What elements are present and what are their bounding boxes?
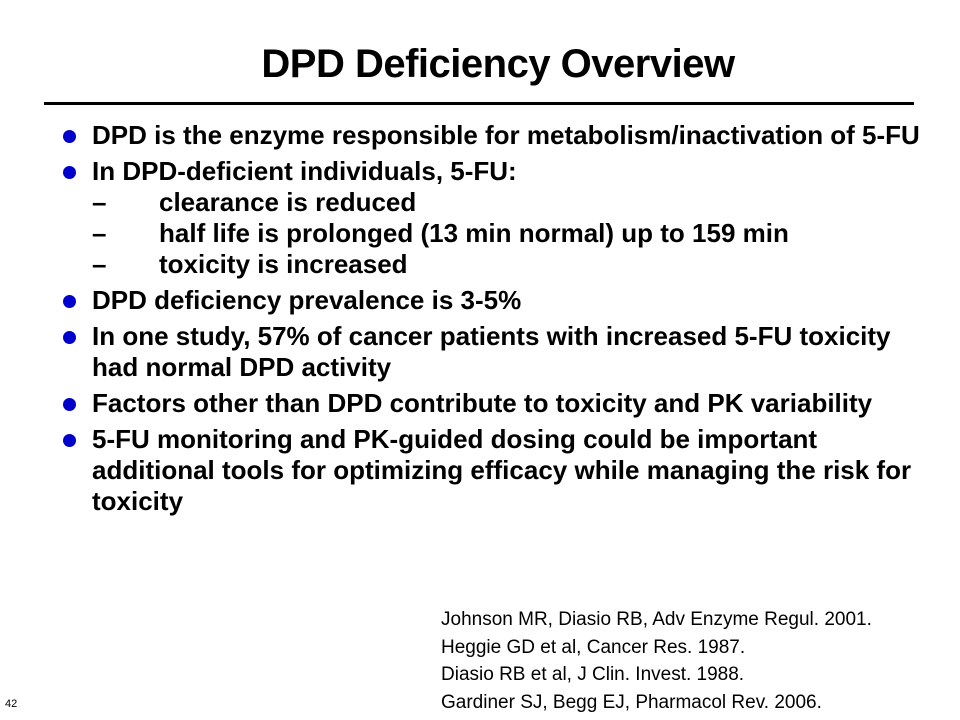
bullet-dot-icon — [63, 398, 76, 411]
bullet-text: DPD is the enzyme responsible for metabolism/inactivation of 5-FU — [92, 120, 920, 150]
sub-bullet-item — [92, 187, 928, 218]
bullet-dot-icon — [63, 130, 76, 143]
bullet-item — [58, 321, 928, 383]
bullet-item — [58, 424, 928, 517]
bullet-text: In DPD-deficient individuals, 5-FU: — [92, 156, 517, 186]
dash-marker: – — [92, 218, 107, 248]
bullet-item — [58, 388, 928, 419]
bullet-dot-icon — [63, 331, 76, 344]
bullet-text: 5-FU monitoring and PK-guided dosing could be important additional tools for optimizing efficacy while managing the risk for toxicity — [92, 424, 912, 516]
slide-title: DPD Deficiency Overview — [261, 42, 735, 86]
bullet-item — [58, 285, 928, 316]
sub-bullet-text: clearance is reduced — [159, 187, 417, 217]
bullet-item — [58, 120, 928, 151]
bullet-text: DPD deficiency prevalence is 3-5% — [92, 285, 522, 315]
reference-item: Heggie GD et al, Cancer Res. 1987. — [441, 636, 746, 658]
reference-item: Diasio RB et al, J Clin. Invest. 1988. — [441, 664, 745, 685]
bullet-dot-icon — [63, 295, 76, 308]
bullet-list — [58, 120, 928, 522]
sub-bullet-item — [92, 249, 928, 280]
bullet-text: In one study, 57% of cancer patients with increased 5-FU toxicity had normal DPD activity — [92, 321, 891, 382]
bullet-dot-icon — [63, 434, 76, 447]
bullet-dot-icon — [63, 166, 76, 179]
dash-marker: – — [92, 249, 107, 279]
bullet-text: Factors other than DPD contribute to toxicity and PK variability — [92, 388, 873, 418]
reference-item: Johnson MR, Diasio RB, Adv Enzyme Regul. 2001. — [441, 609, 872, 630]
sub-bullet-list — [92, 187, 928, 280]
reference-list — [441, 606, 941, 716]
page-number: 42 — [5, 698, 18, 710]
dash-marker: – — [92, 187, 107, 217]
sub-bullet-text: half life is prolonged (13 min normal) up to 159 min — [159, 218, 789, 248]
bullet-item — [58, 156, 928, 280]
reference-item: Gardiner SJ, Begg EJ, Pharmacol Rev. 2006. — [441, 691, 822, 713]
title-divider — [44, 102, 914, 105]
sub-bullet-item — [92, 218, 928, 249]
sub-bullet-text: toxicity is increased — [159, 249, 408, 279]
